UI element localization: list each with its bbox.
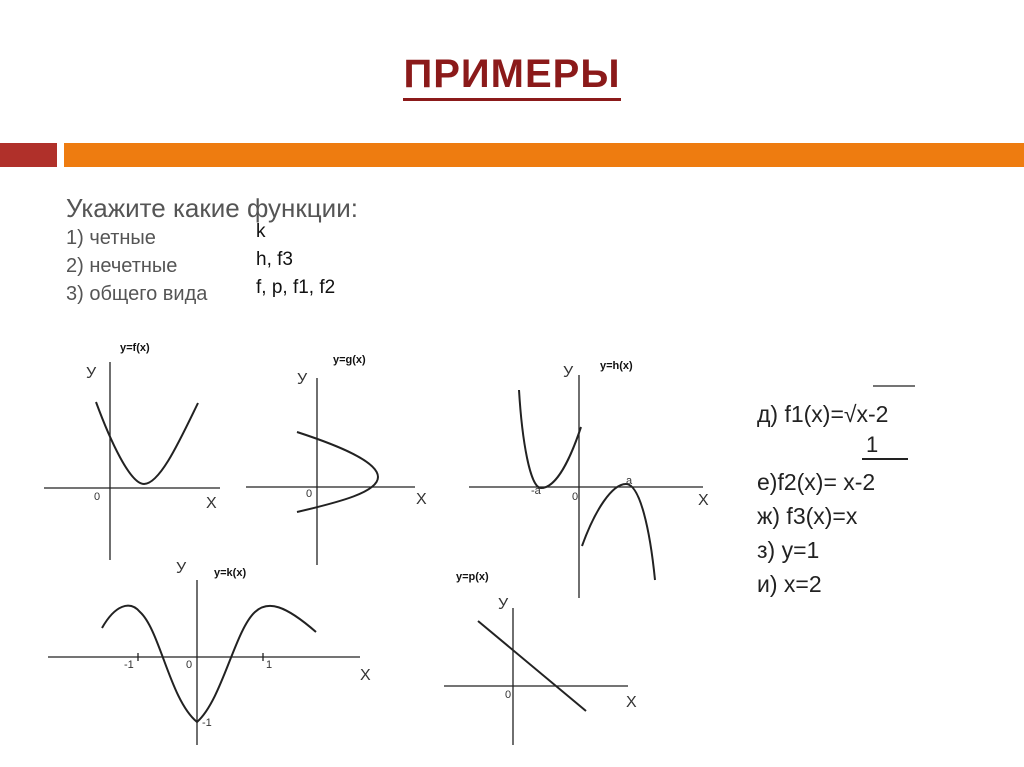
y-axis-label: У [176, 560, 187, 577]
task-item-label: 2) нечетные [66, 255, 178, 277]
x-axis-label: Х [626, 694, 637, 711]
task-item-label: 3) общего вида [66, 283, 208, 305]
y-axis-label: У [297, 371, 308, 388]
function-curve-right [582, 484, 655, 580]
x-axis-label: Х [206, 495, 217, 512]
function-curve [96, 402, 198, 484]
function-i: и) х=2 [757, 571, 822, 597]
graph-f [44, 362, 220, 560]
origin-label: 0 [306, 488, 313, 500]
y-axis-label: У [498, 596, 509, 613]
x-axis-label: Х [360, 667, 371, 684]
function-curve [102, 606, 316, 722]
task-question: Укажите какие функции: [66, 193, 358, 223]
graph-g [246, 378, 415, 565]
tick-label-y-neg-one: -1 [202, 717, 212, 729]
tick-a: a [626, 475, 633, 487]
task-item-answer: k [256, 221, 266, 242]
origin-label: 0 [186, 659, 193, 671]
task-item-answer: h, f3 [256, 249, 293, 270]
graph-g-label: у=g(x) [333, 354, 366, 366]
function-e: е)f2(x)= x-2 [757, 469, 876, 495]
graph-k-label: у=k(x) [214, 567, 247, 579]
x-axis-label: Х [698, 492, 709, 509]
origin-label: 0 [505, 689, 512, 701]
y-axis-label: У [563, 364, 574, 381]
tick-neg-a: -a [531, 485, 541, 497]
fraction-numerator: 1 [866, 432, 879, 457]
graph-p [444, 608, 628, 745]
x-axis-label: Х [416, 491, 427, 508]
origin-label: 0 [572, 491, 579, 503]
function-curve-left [519, 390, 581, 488]
origin-label: 0 [94, 491, 101, 503]
function-line [478, 621, 586, 711]
tick-label-one: 1 [266, 659, 273, 671]
graph-p-label: у=p(x) [456, 571, 489, 583]
graph-f-label: у=f(x) [120, 342, 150, 354]
tick-label-neg-one: -1 [124, 659, 134, 671]
graph-h-label: у=h(x) [600, 360, 633, 372]
task-item-answer: f, p, f1, f2 [256, 277, 336, 298]
function-zh: ж) f3(x)=x [757, 503, 858, 529]
y-axis-label: У [86, 365, 97, 382]
function-d: д) f1(x)=√x-2 [757, 401, 889, 427]
fraction-spacer [757, 431, 888, 465]
function-z: з) у=1 [757, 537, 820, 563]
function-curve [297, 432, 378, 512]
graph-h [469, 375, 703, 598]
functions-list [757, 397, 888, 601]
slide-title: ПРИМЕРЫ [0, 52, 1024, 97]
task-item-label: 1) четные [66, 227, 156, 249]
